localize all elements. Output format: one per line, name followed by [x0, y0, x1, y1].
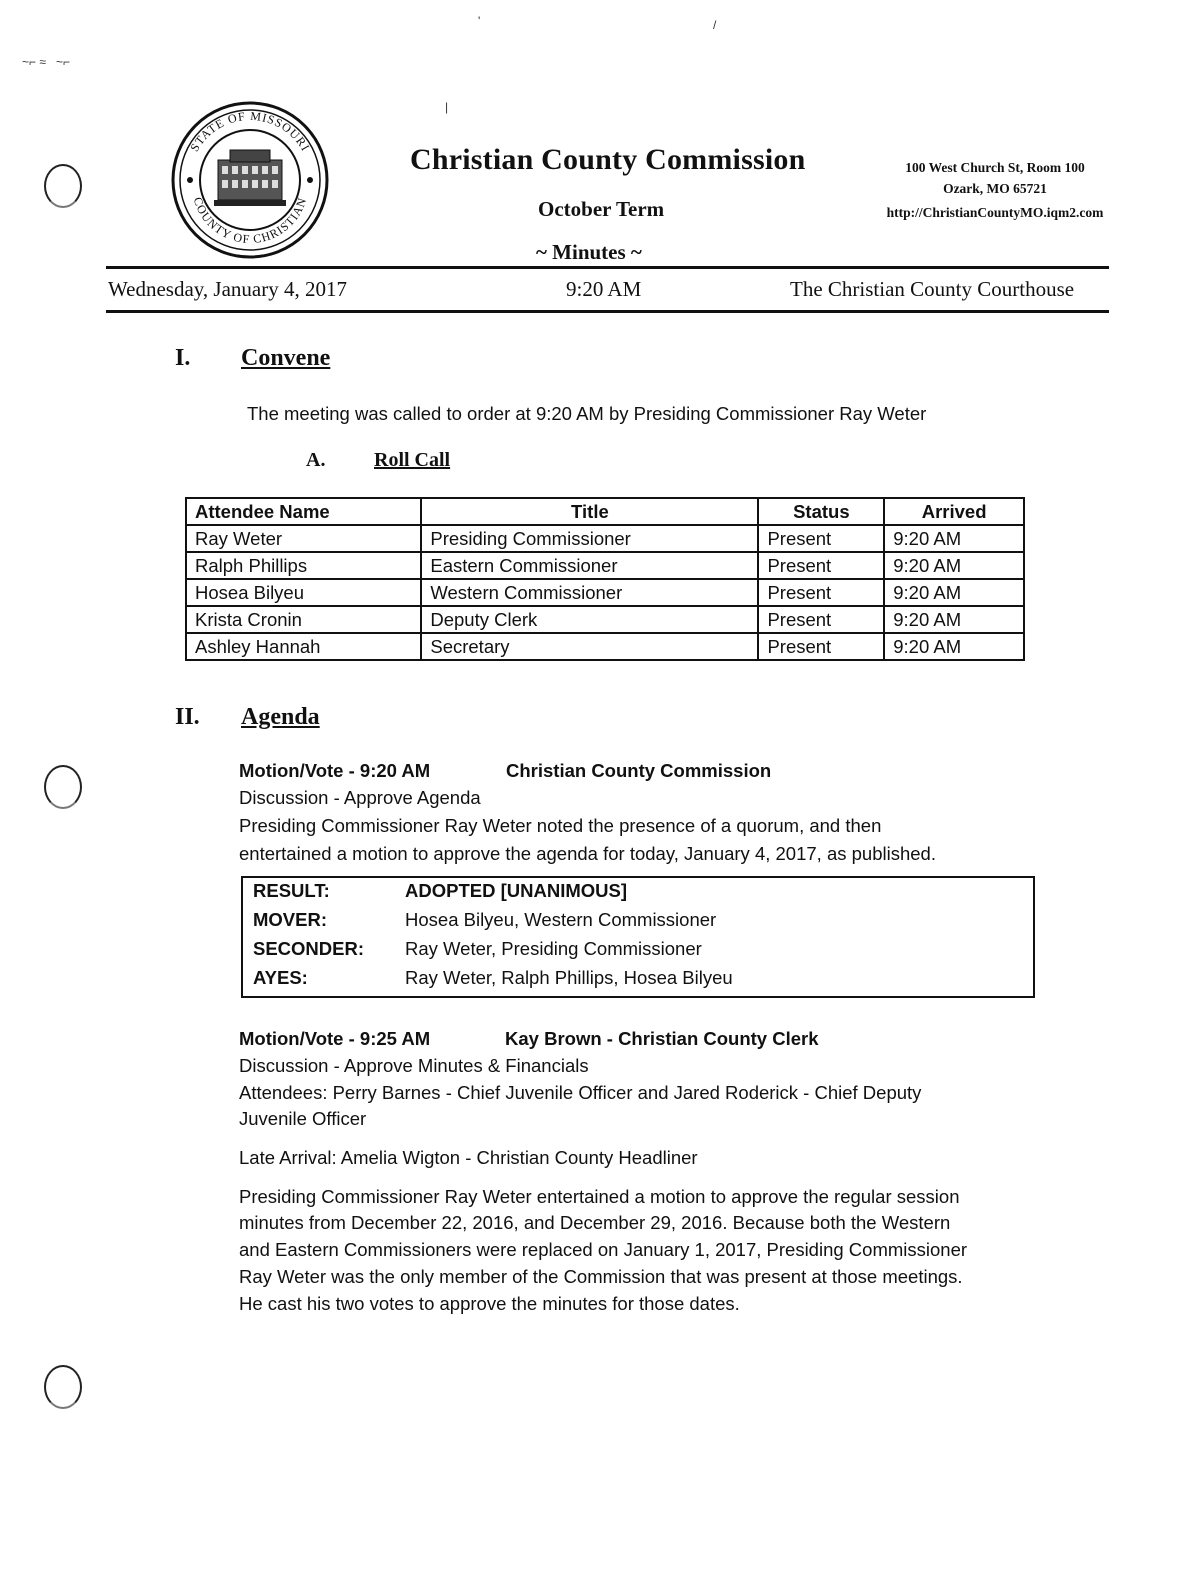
section-number: II.	[175, 704, 200, 730]
scan-artifact: |	[445, 100, 449, 114]
table-header-row	[186, 498, 1024, 525]
column-header: Arrived	[884, 498, 1024, 525]
attendee-name: Krista Cronin	[186, 606, 421, 633]
address-line-1: 100 West Church St, Room 100	[905, 160, 1085, 175]
paragraph-line: minutes from December 22, 2016, and December 29, 2016. Because both the Western	[239, 1212, 951, 1233]
ayes-label: AYES:	[253, 967, 308, 988]
minutes-label: ~ Minutes ~	[536, 240, 642, 264]
attendee-title: Deputy Clerk	[421, 606, 758, 633]
subsection-letter: A.	[306, 449, 326, 471]
meeting-date: Wednesday, January 4, 2017	[108, 277, 347, 301]
meeting-time: 9:20 AM	[566, 277, 642, 301]
section-title-agenda: Agenda	[241, 704, 320, 730]
paragraph-line: Ray Weter was the only member of the Commission that was present at those meetings.	[239, 1266, 963, 1287]
result-label: RESULT:	[253, 880, 330, 901]
svg-text:STATE OF MISSOURI: STATE OF MISSOURI	[187, 108, 313, 154]
table-row	[186, 579, 1024, 606]
attendee-title: Presiding Commissioner	[421, 525, 758, 552]
vote-result-box	[241, 876, 1035, 998]
attendees-text: Attendees: Perry Barnes - Chief Juvenile Officer and Jared Roderick - Chief Deputy	[239, 1082, 922, 1103]
motion-presenter: Christian County Commission	[506, 760, 772, 781]
header-top-rule	[106, 266, 1109, 269]
punch-hole	[44, 1365, 82, 1409]
attendee-name: Hosea Bilyeu	[186, 579, 421, 606]
paragraph-line: Presiding Commissioner Ray Weter entertained a motion to approve the regular session	[239, 1186, 960, 1207]
discussion-text: Discussion - Approve Agenda	[239, 787, 481, 808]
header-bottom-rule	[106, 310, 1109, 313]
punch-hole	[44, 164, 82, 208]
attendee-name: Ray Weter	[186, 525, 421, 552]
attendee-title: Western Commissioner	[421, 579, 758, 606]
attendee-title: Eastern Commissioner	[421, 552, 758, 579]
late-arrival-text: Late Arrival: Amelia Wigton - Christian County Headliner	[239, 1147, 698, 1168]
column-header: Status	[758, 498, 884, 525]
table-row	[186, 525, 1024, 552]
result-value: ADOPTED [UNANIMOUS]	[405, 880, 627, 901]
motion-label: Motion/Vote - 9:25 AM	[239, 1028, 431, 1049]
seconder-label: SECONDER:	[253, 938, 365, 959]
column-header: Attendee Name	[186, 498, 421, 525]
page-title: Christian County Commission	[410, 143, 806, 176]
scan-artifact: '	[478, 14, 481, 28]
svg-text:COUNTY OF CHRISTIAN: COUNTY OF CHRISTIAN	[190, 195, 310, 247]
attendee-arrived: 9:20 AM	[884, 606, 1024, 633]
roll-call-table	[185, 497, 1025, 661]
county-seal-logo	[170, 100, 330, 260]
section-title-convene: Convene	[241, 345, 331, 371]
paragraph-line: He cast his two votes to approve the minutes for those dates.	[239, 1293, 740, 1314]
meeting-location: The Christian County Courthouse	[790, 277, 1075, 301]
motion-presenter: Kay Brown - Christian County Clerk	[505, 1028, 819, 1049]
website-link[interactable]: http://ChristianCountyMO.iqm2.com	[886, 205, 1104, 220]
attendee-name: Ralph Phillips	[186, 552, 421, 579]
motion-description: Presiding Commissioner Ray Weter noted the presence of a quorum, and then	[239, 815, 882, 836]
term-label: October Term	[538, 197, 665, 221]
table-row	[186, 606, 1024, 633]
attendee-name: Ashley Hannah	[186, 633, 421, 660]
paragraph-line: and Eastern Commissioners were replaced on January 1, 2017, Presiding Commissioner	[239, 1239, 968, 1260]
punch-hole	[44, 765, 82, 809]
table-row	[186, 633, 1024, 660]
mover-label: MOVER:	[253, 909, 327, 930]
discussion-text: Discussion - Approve Minutes & Financials	[239, 1055, 589, 1076]
motion-description: entertained a motion to approve the agenda for today, January 4, 2017, as published.	[239, 843, 936, 864]
attendee-status: Present	[758, 606, 884, 633]
attendee-arrived: 9:20 AM	[884, 633, 1024, 660]
convene-text: The meeting was called to order at 9:20 AM by Presiding Commissioner Ray Weter	[247, 403, 927, 424]
column-header: Title	[421, 498, 758, 525]
attendee-arrived: 9:20 AM	[884, 525, 1024, 552]
attendee-title: Secretary	[421, 633, 758, 660]
attendee-status: Present	[758, 579, 884, 606]
mover-value: Hosea Bilyeu, Western Commissioner	[405, 909, 717, 930]
attendees-text: Juvenile Officer	[239, 1108, 367, 1129]
section-number: I.	[175, 345, 191, 371]
motion-label: Motion/Vote - 9:20 AM	[239, 760, 431, 781]
seconder-value: Ray Weter, Presiding Commissioner	[405, 938, 702, 959]
attendee-arrived: 9:20 AM	[884, 552, 1024, 579]
table-row	[186, 552, 1024, 579]
ayes-value: Ray Weter, Ralph Phillips, Hosea Bilyeu	[405, 967, 733, 988]
attendee-arrived: 9:20 AM	[884, 579, 1024, 606]
scan-artifact: ~⌐ ≈ ~⌐	[22, 55, 70, 69]
scan-artifact: /	[713, 18, 717, 32]
address-line-2: Ozark, MO 65721	[943, 181, 1047, 196]
attendee-status: Present	[758, 552, 884, 579]
subsection-title-roll-call: Roll Call	[374, 449, 451, 471]
attendee-status: Present	[758, 633, 884, 660]
attendee-status: Present	[758, 525, 884, 552]
